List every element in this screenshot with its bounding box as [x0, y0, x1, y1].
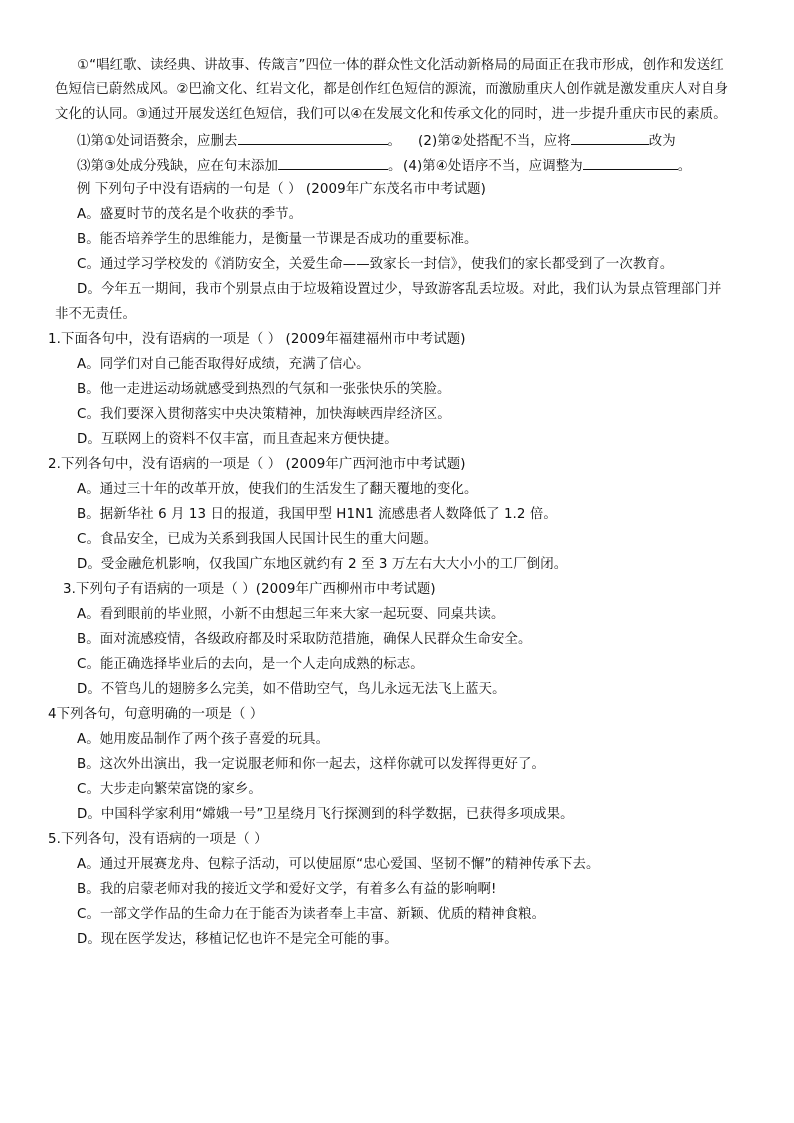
question-5-option-b: B。我的启蒙老师对我的接近文学和爱好文学，有着多么有益的影响啊!: [77, 882, 497, 897]
question-2-option-c: C。食品安全，已成为关系到我国人民国计民生的重大问题。: [77, 532, 438, 547]
question-4-option-a: A。她用废品制作了两个孩子喜爱的玩具。: [77, 732, 330, 747]
question-4-option-c: C。大步走向繁荣富饶的家乡。: [77, 782, 262, 797]
example-option-d-cont: 非不无责任。: [55, 307, 136, 322]
example-option-b: B。能否培养学生的思维能力，是衡量一节课是否成功的重要标准。: [77, 232, 478, 247]
sub-question-2: (2)第②处搭配不当，应将 改为: [418, 134, 676, 149]
sub-question-3: ⑶第③处成分残缺，应在句末添加 。: [77, 159, 402, 174]
question-5-stem: 5.下列各句，没有语病的一项是（ ）: [48, 832, 268, 847]
question-2-option-a: A。通过三十年的改革开放，使我们的生活发生了翻天覆地的变化。: [77, 482, 478, 497]
question-3-option-b: B。面对流感疫情，各级政府都及时采取防范措施，确保人民群众生命安全。: [77, 632, 532, 647]
question-2-option-b: B。据新华社 6 月 13 日的报道，我国甲型 H1N1 流感患者人数降低了 1.2 倍。: [77, 507, 557, 522]
example-option-c: C。通过学习学校发的《消防安全，关爱生命——致家长一封信》，使我们的家长都受到了一次教育。: [77, 257, 674, 272]
passage-line: 色短信已蔚然成风。②巴渝文化、红岩文化，都是创作红色短信的源流，而激励重庆人创作就是激发重庆人对自身: [55, 82, 729, 97]
example-option-d: D。今年五一期间，我市个别景点由于垃圾箱设置过少，导致游客乱丢垃圾。对此，我们认为景点管理部门并: [77, 282, 722, 297]
passage-line: 文化的认同。③通过开展发送红色短信，我们可以④在发展文化和传承文化的同时，进一步提升重庆市民的素质。: [55, 107, 727, 122]
question-3-option-c: C。能正确选择毕业后的去向，是一个人走向成熟的标志。: [77, 657, 424, 672]
question-4-option-d: D。中国科学家利用“嫦娥一号”卫星绕月飞行探测到的科学数据，已获得多项成果。: [77, 807, 574, 822]
passage-line: ①“唱红歌、读经典、讲故事、传箴言”四位一体的群众性文化活动新格局的局面正在我市形成，创作和发送红: [77, 58, 724, 73]
question-2-option-d: D。受金融危机影响，仅我国广东地区就约有 2 至 3 万左右大大小小的工厂倒闭。: [77, 557, 568, 572]
question-4-stem: 4下列各句，句意明确的一项是（ ）: [48, 707, 264, 722]
answer-blank[interactable]: [278, 157, 388, 170]
question-5-option-a: A。通过开展赛龙舟、包粽子活动，可以使屈原“忠心爱国、坚韧不懈”的精神传承下去。: [77, 857, 600, 872]
sub-question-1: ⑴第①处词语赘余，应删去 。: [77, 134, 402, 149]
question-3-option-d: D。不管鸟儿的翅膀多么完美，如不借助空气，鸟儿永远无法飞上蓝天。: [77, 682, 506, 697]
question-1-stem: 1.下面各句中，没有语病的一项是（ ） (2009年福建福州市中考试题): [48, 332, 466, 347]
question-1-option-b: B。他一走进运动场就感受到热烈的气氛和一张张快乐的笑脸。: [77, 382, 451, 397]
answer-blank[interactable]: [583, 157, 678, 170]
question-5-option-d: D。现在医学发达，移植记忆也许不是完全可能的事。: [77, 932, 398, 947]
question-1-option-a: A。同学们对自己能否取得好成绩，充满了信心。: [77, 357, 370, 372]
example-option-a: A。盛夏时节的茂名是个收获的季节。: [77, 207, 303, 222]
question-1-option-c: C。我们要深入贯彻落实中央决策精神，加快海峡西岸经济区。: [77, 407, 451, 422]
question-5-option-c: C。一部文学作品的生命力在于能否为读者奉上丰富、新颖、优质的精神食粮。: [77, 907, 546, 922]
question-3-option-a: A。看到眼前的毕业照，小新不由想起三年来大家一起玩耍、同桌共读。: [77, 607, 505, 622]
answer-blank[interactable]: [238, 132, 388, 145]
answer-blank[interactable]: [571, 132, 649, 145]
question-1-option-d: D。互联网上的资料不仅丰富，而且查起来方便快捷。: [77, 432, 398, 447]
question-4-option-b: B。这次外出演出，我一定说服老师和你一起去，这样你就可以发挥得更好了。: [77, 757, 545, 772]
question-3-stem: 3.下列句子有语病的一项是（ ）(2009年广西柳州市中考试题): [63, 582, 436, 597]
question-2-stem: 2.下列各句中，没有语病的一项是（ ） (2009年广西河池市中考试题): [48, 457, 466, 472]
sub-question-4: (4)第④处语序不当，应调整为 。: [403, 159, 692, 174]
example-stem: 例 下列句子中没有语病的一句是（ ） (2009年广东茂名市中考试题): [77, 182, 486, 197]
